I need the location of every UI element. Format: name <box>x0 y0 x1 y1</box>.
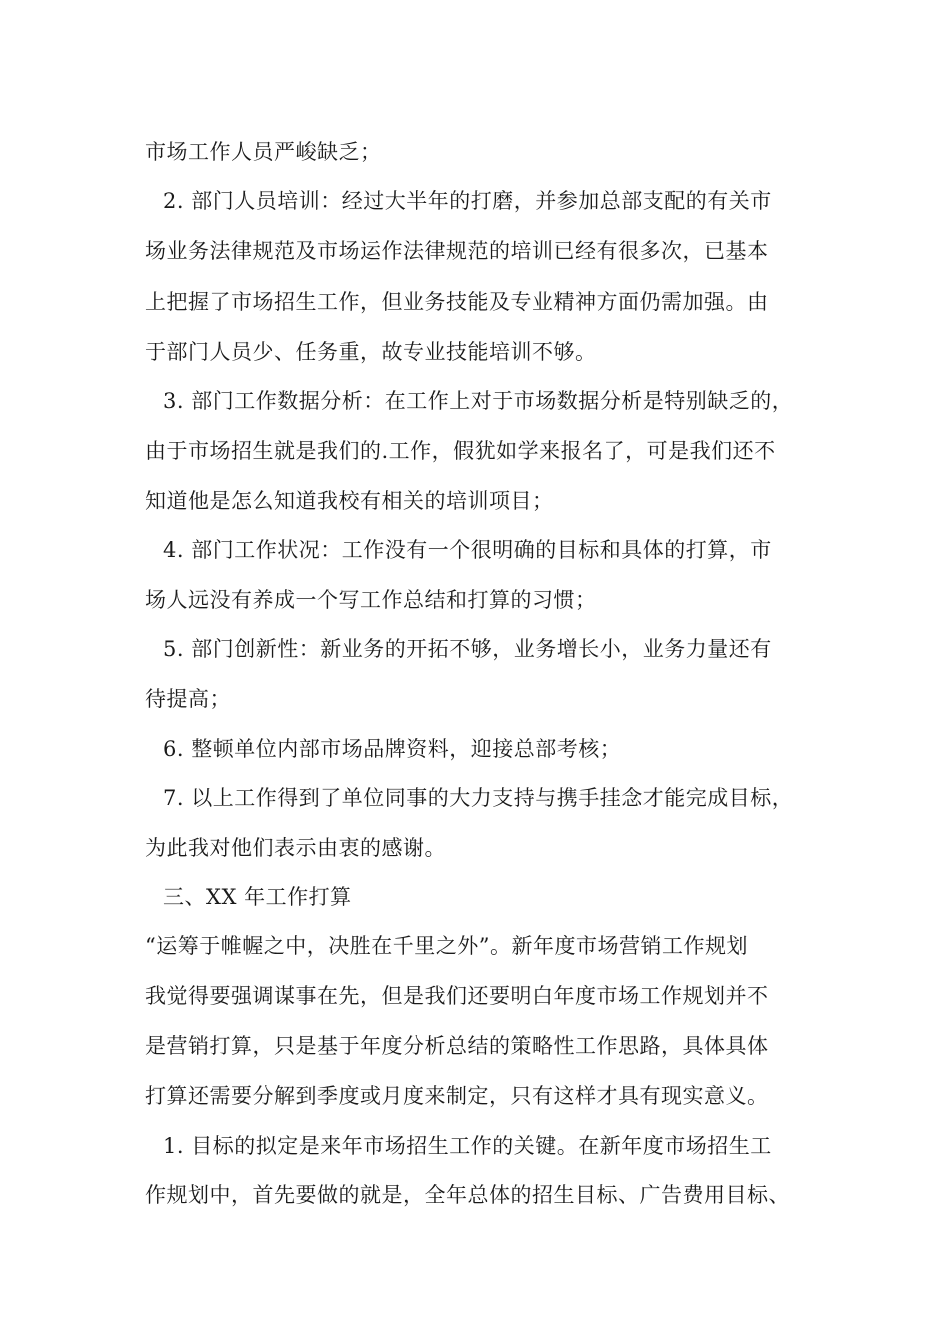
text-line: 是营销打算，只是基于年度分析总结的策略性工作思路，具体具体 <box>145 1034 769 1058</box>
text-line: 知道他是怎么知道我校有相关的培训项目； <box>145 489 554 513</box>
section-heading: 三、XX 年工作打算 <box>163 885 352 909</box>
text-line: 于部门人员少、任务重，故专业技能培训不够。 <box>145 340 597 364</box>
text-line: 上把握了市场招生工作，但业务技能及专业精神方面仍需加强。由 <box>145 290 769 314</box>
text-line: 作规划中，首先要做的就是，全年总体的招生目标、广告费用目标、 <box>145 1183 790 1207</box>
text-line: 打算还需要分解到季度或月度来制定，只有这样才具有现实意义。 <box>145 1084 769 1108</box>
text-line: 我觉得要强调谋事在先，但是我们还要明白年度市场工作规划并不 <box>145 984 769 1008</box>
text-line: “运筹于帷幄之中，决胜在千里之外”。新年度市场营销工作规划 <box>145 934 748 958</box>
text-line: 场人远没有养成一个写工作总结和打算的习惯； <box>145 588 597 612</box>
text-line: 场业务法律规范及市场运作法律规范的培训已经有很多次，已基本 <box>145 239 769 263</box>
text-line: 由于市场招生就是我们的.工作，假犹如学来报名了，可是我们还不 <box>145 439 776 463</box>
text-line: 4. 部门工作状况：工作没有一个很明确的目标和具体的打算，市 <box>163 538 772 562</box>
text-line: 市场工作人员严峻缺乏； <box>145 140 382 164</box>
text-line: 3. 部门工作数据分析：在工作上对于市场数据分析是特别缺乏的， <box>163 389 794 413</box>
text-line: 待提高； <box>145 687 231 711</box>
text-line: 6. 整顿单位内部市场品牌资料，迎接总部考核； <box>163 737 622 761</box>
text-line: 为此我对他们表示由衷的感谢。 <box>145 836 446 860</box>
text-line: 5. 部门创新性：新业务的开拓不够，业务增长小，业务力量还有 <box>163 637 772 661</box>
text-line: 7. 以上工作得到了单位同事的大力支持与携手挂念才能完成目标， <box>163 786 794 810</box>
text-line: 2. 部门人员培训：经过大半年的打磨，并参加总部支配的有关市 <box>163 189 772 213</box>
text-line: 1. 目标的拟定是来年市场招生工作的关键。在新年度市场招生工 <box>163 1134 772 1158</box>
